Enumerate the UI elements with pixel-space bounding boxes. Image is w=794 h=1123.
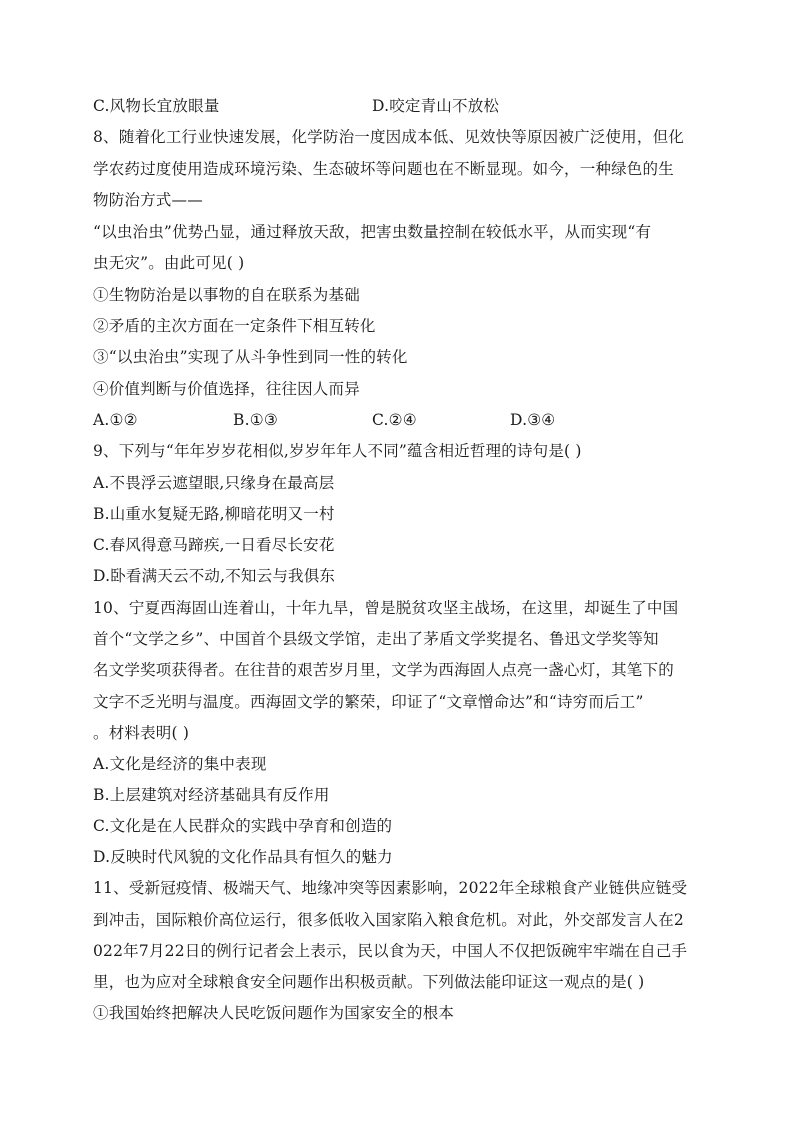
q10-option-d: D.反映时代风貌的文化作品具有恒久的魅力 xyxy=(93,848,393,866)
q8-statement-4: ④价值判断与价值选择，往往因人而异 xyxy=(93,380,360,398)
q11-stem-line-1: 11、受新冠疫情、极端天气、地缘冲突等因素影响，2022年全球粮食产业链供应链受 xyxy=(93,879,688,897)
q10-option-a: A.文化是经济的集中表现 xyxy=(93,755,267,773)
q8-option-a: A.①② xyxy=(93,411,138,429)
q9-option-c: C.春风得意马蹄疾,一日看尽长安花 xyxy=(93,536,335,554)
q11-stem-line-3: 022年7月22日的例行记者会上表示，民以食为天，中国人不仅把饭碗牢牢端在自己手 xyxy=(93,942,688,960)
q7-option-d: D.咬定青山不放松 xyxy=(372,97,500,115)
q10-stem-line-3: 名文学奖项获得者。在往昔的艰苦岁月里，文学为西海固人点亮一盏心灯，其笔下的 xyxy=(93,661,674,679)
q8-statement-2: ②矛盾的主次方面在一定条件下相互转化 xyxy=(93,317,376,335)
q11-stem-line-2: 到冲击，国际粮价高位运行，很多低收入国家陷入粮食危机。对此，外交部发言人在2 xyxy=(93,911,684,929)
q10-option-c: C.文化是在人民群众的实践中孕育和创造的 xyxy=(93,817,393,835)
q8-option-d: D.③④ xyxy=(510,411,556,429)
q9-option-d: D.卧看满天云不动,不知云与我俱东 xyxy=(93,567,336,585)
q8-stem-line-4: “以虫治虫”优势凸显，通过释放天敌，把害虫数量控制在较低水平，从而实现“有 xyxy=(93,223,652,241)
q8-statement-3: ③“以虫治虫”实现了从斗争性到同一性的转化 xyxy=(93,348,408,366)
q9-stem: 9、下列与“年年岁岁花相似,岁岁年年人不同”蕴含相近哲理的诗句是( ) xyxy=(93,442,582,460)
q8-statement-1: ①生物防治是以事物的自在联系为基础 xyxy=(93,286,360,304)
q8-option-c: C.②④ xyxy=(372,411,417,429)
q8-stem-line-1: 8、随着化工行业快速发展，化学防治一度因成本低、见效快等原因被广泛使用，但化 xyxy=(93,128,684,146)
q10-stem-line-2: 首个“文学之乡”、中国首个县级文学馆，走出了茅盾文学奖提名、鲁迅文学奖等知 xyxy=(93,630,659,648)
q10-stem-line-1: 10、宁夏西海固山连着山，十年九旱，曾是脱贫攻坚主战场，在这里，却诞生了中国 xyxy=(93,599,679,617)
q9-option-a: A.不畏浮云遮望眼,只缘身在最高层 xyxy=(93,474,335,492)
q11-stem-line-4: 里，也为应对全球粮食安全问题作出积极贡献。下列做法能印证这一观点的是( ) xyxy=(93,973,645,991)
q7-option-c: C.风物长宜放眼量 xyxy=(93,97,220,115)
q11-statement-1: ①我国始终把解决人民吃饭问题作为国家安全的根本 xyxy=(93,1004,455,1022)
q9-option-b: B.山重水复疑无路,柳暗花明又一村 xyxy=(93,505,335,523)
q8-stem-line-5: 虫无灾”。由此可见( ) xyxy=(93,254,245,272)
q8-stem-line-3: 物防治方式—— xyxy=(93,191,203,209)
q10-stem-line-5: 。材料表明( ) xyxy=(93,724,190,742)
q8-stem-line-2: 学农药过度使用造成环境污染、生态破坏等问题也在不断显现。如今，一种绿色的生 xyxy=(93,160,674,178)
q10-stem-line-4: 文字不乏光明与温度。西海固文学的繁荣，印证了“文章憎命达”和“诗穷而后工” xyxy=(93,693,644,711)
q8-option-b: B.①③ xyxy=(233,411,278,429)
q10-option-b: B.上层建筑对经济基础具有反作用 xyxy=(93,786,330,804)
